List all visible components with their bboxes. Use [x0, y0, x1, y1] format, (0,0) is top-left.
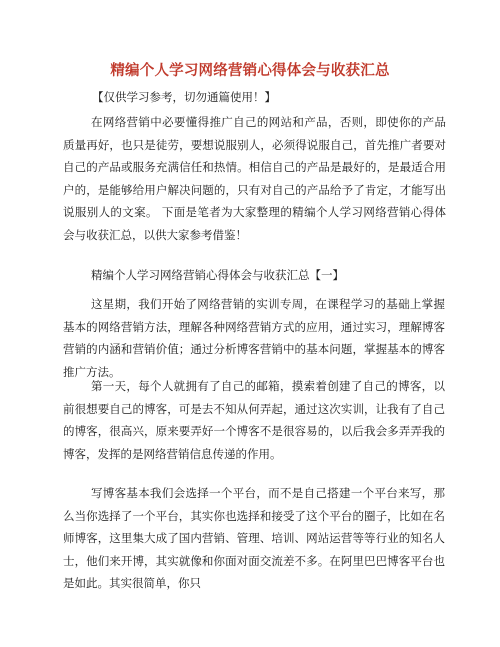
body-paragraph: 第一天，每个人就拥有了自己的邮箱，摸索着创建了自己的博客，以前很想要自己的博客，可是去不知从何弄起，通过这次实训，让我有了自己的博客，很高兴，原来要弄好一个博客不是很容易的，以后我会多弄弄我的博客，发挥的是网络营销信息传递的作用。 [63, 379, 445, 461]
body-paragraph: 这星期，我们开始了网络营销的实训专周，在课程学习的基础上掌握基本的网络营销方法，理解各种网络营销方式的应用，通过实习，理解博客营销的内涵和营销价值；通过分析博客营销中的基本问题，掌握基本的博客推广方法。 [63, 297, 445, 379]
document-title: 精编个人学习网络营销心得体会与收获汇总 [110, 63, 390, 79]
section-heading: 精编个人学习网络营销心得体会与收获汇总【一】 [91, 268, 344, 282]
usage-notice: 【仅供学习参考，切勿通篇使用！】 [92, 90, 276, 104]
body-paragraph: 写博客基本我们会选择一个平台，而不是自己搭建一个平台来写，那么当你选择了一个平台，其实你也选择和接受了这个平台的圈子，比如在名师博客，这里集大成了国内营销、管理、培训、网站运营等等行业的知名人士，他们来开博，其实就像和你面对面交流差不多。在阿里巴巴博客平台也是如此。其实很简单，你只 [63, 486, 445, 590]
intro-paragraph: 在网络营销中必要懂得推广自己的网站和产品，否则，即使你的产品质量再好，也只是徒劳，要想说服别人，必须得说服自己，首先推广者要对自己的产品或服务充满信任和热情。相信自己的产品是最好的，是最适合用户的，是能够给用户解决问题的，只有对自己的产品给予了肯定，才能写出说服别人的文案。 下面是笔者为大家整理的精编个人学习网络营销心得体会与收获汇总，以供大家参考借鉴！ [63, 115, 446, 242]
